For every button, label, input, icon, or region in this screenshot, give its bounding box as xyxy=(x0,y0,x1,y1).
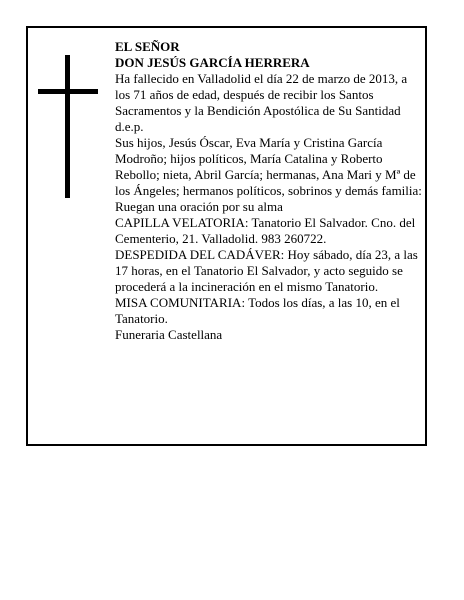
farewell-info: DESPEDIDA DEL CADÁVER: Hoy sábado, día 23, a las 17 horas, en el Tanatorio El Salvador, y acto seguido se procederá a la incineración en el mismo Tanatorio. xyxy=(115,247,418,294)
funeral-home: Funeraria Castellana xyxy=(115,327,223,342)
prayer-request: Ruegan una oración por su alma xyxy=(115,199,283,214)
obituary-notice xyxy=(26,26,427,446)
latin-cross-icon xyxy=(38,55,98,198)
mass-info: MISA COMUNITARIA: Todos los días, a las 10, en el Tanatorio. xyxy=(115,295,400,326)
title-honorific: EL SEÑOR xyxy=(115,39,180,54)
notice-text xyxy=(115,39,425,343)
cross-horizontal-bar xyxy=(38,89,98,94)
family-list: Sus hijos, Jesús Óscar, Eva María y Cristina García Modroño; hijos políticos, María Catalina y Roberto Rebollo; nieta, Abril García; hermanas, Ana Mari y Mª de los Ángeles; hermanos políticos, sobrinos y demás familia: xyxy=(115,135,422,198)
death-announcement: Ha fallecido en Valladolid el día 22 de marzo de 2013, a los 71 años de edad, después de recibir los Santos Sacramentos y la Bendición Apostólica de Su Santidad d.e.p. xyxy=(115,71,408,134)
cross-vertical-bar xyxy=(65,55,70,198)
chapel-info: CAPILLA VELATORIA: Tanatorio El Salvador. Cno. del Cementerio, 21. Valladolid. 983 260722. xyxy=(115,215,416,246)
deceased-name: DON JESÚS GARCÍA HERRERA xyxy=(115,55,310,70)
